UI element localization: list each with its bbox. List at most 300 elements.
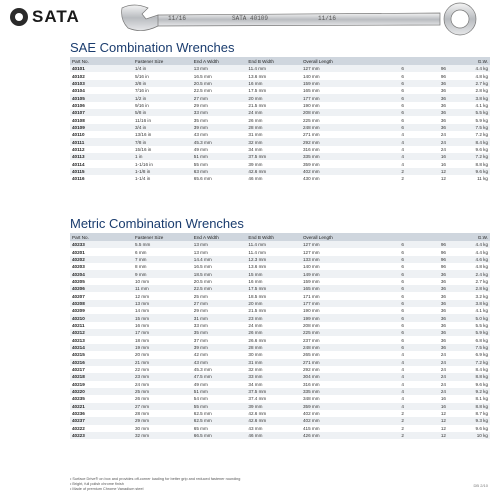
table-cell: 248 mm <box>301 124 368 131</box>
table-cell: 12 <box>440 176 446 182</box>
part-number-cell: 40102 <box>72 73 85 79</box>
table-cell: 12 <box>440 425 446 431</box>
part-number-cell: 40105 <box>70 94 133 101</box>
part-number-cell: 40219 <box>72 381 85 387</box>
table-cell: 26 mm <box>246 329 301 336</box>
table-cell: 9.6 kg <box>475 146 488 152</box>
table-row <box>70 395 490 402</box>
part-number-cell: 40223 <box>70 432 133 439</box>
table-cell: 24 <box>440 367 446 373</box>
table-row <box>70 168 490 175</box>
table-cell: 21.5 mm <box>248 308 267 314</box>
table-row <box>70 307 490 314</box>
table-cell: 22.5 mm <box>193 88 212 94</box>
table-cell: 2 <box>368 417 406 424</box>
table-row <box>70 314 490 321</box>
table-cell: 63 mm <box>192 168 247 175</box>
table-cell: 8.4 kg <box>448 138 490 145</box>
table-cell: 49 mm <box>193 146 208 152</box>
part-number-cell: 40115 <box>70 168 133 175</box>
table-cell: 18 mm <box>135 337 150 343</box>
table-cell: 11.4 mm <box>246 65 301 72</box>
part-number-cell: 40104 <box>72 88 85 94</box>
part-number-cell: 40116 <box>72 176 85 182</box>
table-row <box>70 80 490 87</box>
table-cell: 6 <box>401 102 404 108</box>
table-cell: 30 mm <box>135 425 150 431</box>
table-cell: 24 <box>406 138 448 145</box>
table-cell: 4 <box>401 367 404 373</box>
table-cell: 28 mm <box>246 344 301 351</box>
column-header: End A Width <box>192 57 247 65</box>
table-cell: 6 <box>401 278 404 284</box>
table-cell: 8.8 kg <box>448 403 490 410</box>
table-cell: 140 mm <box>302 264 320 270</box>
table-cell: 20.5 mm <box>193 278 212 284</box>
table-cell: 4.8 kg <box>475 73 488 79</box>
table-cell: 199 mm <box>301 314 368 321</box>
table-cell: 62.5 mm <box>192 417 247 424</box>
table-cell: 12 <box>440 411 446 417</box>
table-cell: 25 mm <box>133 388 192 395</box>
table-cell: 35 mm <box>193 117 208 123</box>
table-cell: 6.8 kg <box>475 337 488 343</box>
table-cell: 16.5 mm <box>193 264 212 270</box>
table-cell: 33 mm <box>246 373 301 380</box>
table-cell: 8.8 kg <box>475 161 488 167</box>
table-cell: 96 <box>406 65 448 72</box>
table-cell: 2 <box>401 411 404 417</box>
table-cell: 7.2 kg <box>475 132 488 138</box>
table-cell: 36 <box>406 109 448 116</box>
table-cell: 335 mm <box>301 153 368 160</box>
part-number-cell: 40233 <box>70 241 133 248</box>
table-cell: 5/8 in <box>133 109 192 116</box>
table-cell: 23 mm <box>133 373 192 380</box>
brand-name: SATA <box>32 7 80 26</box>
column-header <box>368 233 406 241</box>
table-cell: 426 mm <box>301 432 368 439</box>
table-row <box>70 322 490 329</box>
table-cell: 45.3 mm <box>192 138 247 145</box>
column-header: Fastener Size <box>133 233 192 241</box>
table-cell: 16.5 mm <box>193 73 212 79</box>
part-number-cell: 40235 <box>72 396 85 402</box>
table-cell: 16 mm <box>248 278 263 284</box>
table-cell: 127 mm <box>301 241 368 248</box>
table-cell: 6 <box>368 270 406 277</box>
table-cell: 22 mm <box>135 367 150 373</box>
column-header: Overall Length <box>301 57 368 65</box>
table-cell: 133 mm <box>301 256 368 263</box>
table-cell: 18.5 mm <box>192 270 247 277</box>
table-cell: 26 mm <box>248 117 263 123</box>
table-cell: 2.8 kg <box>475 88 488 94</box>
table-row <box>70 351 490 358</box>
table-cell: 430 mm <box>302 176 320 182</box>
wrench-size-label-2: 11/16 <box>318 15 337 22</box>
part-number-cell: 40109 <box>70 124 133 131</box>
table-cell: 11/16 in <box>135 117 152 123</box>
part-number-cell: 40237 <box>70 417 133 424</box>
metric-section-title: Metric Combination Wrenches <box>70 216 244 231</box>
table-cell: 4 <box>401 146 404 152</box>
table-row <box>70 278 490 285</box>
table-row <box>70 263 490 270</box>
table-cell: 45.3 mm <box>193 367 212 373</box>
table-cell: 7.2 kg <box>448 359 490 366</box>
table-cell: 11 kg <box>477 176 488 182</box>
table-cell: 13 mm <box>192 65 247 72</box>
table-cell: 4 <box>401 161 404 167</box>
table-cell: 149 mm <box>301 270 368 277</box>
table-cell: 37 mm <box>193 337 208 343</box>
table-cell: 13/16 in <box>135 132 152 138</box>
table-row <box>70 109 490 116</box>
table-cell: 165 mm <box>301 285 368 292</box>
table-cell: 36 <box>440 337 446 343</box>
part-number-cell: 40212 <box>70 329 133 336</box>
part-number-cell: 40107 <box>70 109 133 116</box>
table-cell: 51 mm <box>192 388 247 395</box>
table-cell: 208 mm <box>302 322 320 328</box>
table-cell: 2.8 kg <box>448 285 490 292</box>
table-cell: 292 mm <box>302 367 320 373</box>
table-cell: 14 mm <box>135 308 150 314</box>
table-cell: 359 mm <box>302 161 320 167</box>
table-cell: 24 <box>440 352 446 358</box>
table-cell: 348 mm <box>302 396 320 402</box>
table-cell: 24 <box>440 132 446 138</box>
table-cell: 4.4 kg <box>448 241 490 248</box>
table-cell: 36 <box>406 329 448 336</box>
table-row <box>70 87 490 94</box>
part-number-cell: 40218 <box>70 373 133 380</box>
table-cell: 7.5 kg <box>448 124 490 131</box>
table-cell: 4 <box>368 153 406 160</box>
table-cell: 37.4 mm <box>248 396 267 402</box>
table-row <box>70 425 490 432</box>
table-cell: 190 mm <box>302 102 320 108</box>
column-header: G.W. <box>448 233 490 241</box>
table-cell: 20 mm <box>246 300 301 307</box>
table-cell: 49 mm <box>193 381 208 387</box>
part-number-cell: 40114 <box>72 161 85 167</box>
table-cell: 24 <box>406 373 448 380</box>
table-cell: 2.7 kg <box>448 80 490 87</box>
table-cell: 159 mm <box>301 80 368 87</box>
table-row <box>70 248 490 255</box>
table-cell: 13 mm <box>193 249 208 255</box>
table-cell: 9.6 kg <box>475 381 488 387</box>
table-cell: 31 mm <box>192 314 247 321</box>
table-cell: 15/16 in <box>135 146 152 152</box>
part-number-cell: 40217 <box>72 367 85 373</box>
table-cell: 6 <box>401 117 404 123</box>
table-cell: 46 mm <box>246 432 301 439</box>
table-cell: 6 <box>368 241 406 248</box>
table-cell: 3.2 kg <box>475 293 488 299</box>
table-cell: 6 <box>401 249 404 255</box>
part-number-cell: 40206 <box>70 285 133 292</box>
table-cell: 62.5 mm <box>193 411 212 417</box>
table-cell: 23 mm <box>246 314 301 321</box>
part-number-cell: 40110 <box>72 132 85 138</box>
table-cell: 6 <box>368 94 406 101</box>
table-cell: 7 mm <box>133 256 192 263</box>
table-cell: 15 mm <box>246 270 301 277</box>
table-cell: 27 mm <box>192 94 247 101</box>
table-cell: 165 mm <box>302 88 320 94</box>
table-cell: 18.5 mm <box>248 293 267 299</box>
table-cell: 24 <box>440 146 446 152</box>
table-cell: 8 mm <box>135 264 147 270</box>
table-cell: 42 mm <box>193 352 208 358</box>
table-cell: 9.2 kg <box>448 388 490 395</box>
table-cell: 42.6 mm <box>248 411 267 417</box>
table-cell: 17.5 mm <box>248 88 267 94</box>
table-cell: 47.5 mm <box>192 373 247 380</box>
table-cell: 24 mm <box>248 322 263 328</box>
table-cell: 10 kg <box>448 432 490 439</box>
table-cell: 3/8 in <box>133 80 192 87</box>
table-cell: 26 mm <box>135 396 150 402</box>
table-cell: 6 <box>368 80 406 87</box>
table-cell: 4.1 kg <box>475 102 488 108</box>
table-cell: 33 mm <box>192 109 247 116</box>
table-cell: 4 <box>401 132 404 138</box>
table-cell: 1/2 in <box>133 94 192 101</box>
table-cell: 11.4 mm <box>246 241 301 248</box>
table-cell: 127 mm <box>301 65 368 72</box>
table-cell: 304 mm <box>301 373 368 380</box>
table-cell: 36 <box>406 344 448 351</box>
table-cell: 22.5 mm <box>192 285 247 292</box>
table-cell: 36 <box>406 285 448 292</box>
table-row <box>70 124 490 131</box>
table-cell: 6 <box>368 314 406 321</box>
table-cell: 2 <box>368 432 406 439</box>
table-cell: 16 mm <box>135 322 150 328</box>
table-cell: 17.5 mm <box>246 285 301 292</box>
table-cell: 36 <box>440 117 446 123</box>
table-cell: 32 mm <box>246 138 301 145</box>
metric-header-row <box>70 233 490 241</box>
table-cell: 14.4 mm <box>192 256 247 263</box>
table-cell: 15 mm <box>133 314 192 321</box>
table-cell: 43 mm <box>192 359 247 366</box>
table-cell: 12 <box>406 417 448 424</box>
table-cell: 12 <box>406 432 448 439</box>
table-row <box>70 94 490 101</box>
table-cell: 37.5 mm <box>246 388 301 395</box>
table-cell: 2 <box>368 168 406 175</box>
table-cell: 19 mm <box>133 344 192 351</box>
table-cell: 6 <box>401 322 404 328</box>
table-cell: 177 mm <box>301 300 368 307</box>
part-number-cell: 40113 <box>70 153 133 160</box>
part-number-cell: 40205 <box>72 278 85 284</box>
table-row <box>70 292 490 299</box>
table-cell: 29 mm <box>133 417 192 424</box>
table-cell: 43 mm <box>193 132 208 138</box>
table-cell: 12 <box>406 168 448 175</box>
sae-table <box>70 57 490 183</box>
table-cell: 54 mm <box>193 396 208 402</box>
table-cell: 6 <box>368 256 406 263</box>
column-header <box>406 233 448 241</box>
column-header: End A Width <box>192 233 247 241</box>
table-cell: 13.6 mm <box>248 73 267 79</box>
doc-code: DB 2/10 <box>473 483 488 488</box>
table-cell: 30 mm <box>248 352 263 358</box>
table-cell: 16 <box>406 153 448 160</box>
part-number-cell: 40208 <box>70 300 133 307</box>
table-cell: 4 <box>401 381 404 387</box>
part-number-cell: 40221 <box>70 403 133 410</box>
table-row <box>70 336 490 343</box>
table-cell: 13 mm <box>192 241 247 248</box>
table-row <box>70 160 490 167</box>
table-cell: 20 mm <box>246 94 301 101</box>
table-cell: 2 <box>401 425 404 431</box>
table-cell: 36 <box>406 314 448 321</box>
part-number-cell: 40215 <box>72 352 85 358</box>
column-header: Part No. <box>70 57 133 65</box>
part-number-cell: 40210 <box>70 314 133 321</box>
metric-table <box>70 233 490 439</box>
table-cell: 36 <box>406 124 448 131</box>
table-row <box>70 270 490 277</box>
table-row <box>70 366 490 373</box>
table-cell: 6.9 kg <box>475 352 488 358</box>
table-row <box>70 300 490 307</box>
table-cell: 9.6 kg <box>448 168 490 175</box>
table-cell: 20 mm <box>135 352 150 358</box>
table-cell: 36 <box>406 300 448 307</box>
table-cell: 2 <box>401 176 404 182</box>
table-cell: 33 mm <box>193 322 208 328</box>
table-cell: 16 <box>440 161 446 167</box>
table-row <box>70 432 490 439</box>
table-cell: 65.6 mm <box>193 176 212 182</box>
table-cell: 36 <box>440 278 446 284</box>
table-cell: 402 mm <box>302 411 320 417</box>
table-cell: 4 <box>368 138 406 145</box>
table-cell: 7.2 kg <box>448 153 490 160</box>
table-row <box>70 381 490 388</box>
table-cell: 42.6 mm <box>246 417 301 424</box>
part-number-cell: 40203 <box>72 264 85 270</box>
table-cell: 39 mm <box>246 403 301 410</box>
table-cell: 6 <box>401 264 404 270</box>
part-number-cell: 40236 <box>72 411 85 417</box>
table-cell: 36 <box>440 102 446 108</box>
table-cell: 34 mm <box>248 381 263 387</box>
table-cell: 402 mm <box>301 168 368 175</box>
table-row <box>70 138 490 145</box>
table-row <box>70 373 490 380</box>
table-cell: 28 mm <box>246 124 301 131</box>
table-cell: 171 mm <box>302 293 320 299</box>
table-row <box>70 65 490 72</box>
table-row <box>70 285 490 292</box>
table-cell: 21.5 mm <box>248 102 267 108</box>
table-cell: 24 <box>440 381 446 387</box>
table-cell: 2.7 kg <box>475 278 488 284</box>
table-cell: 39 mm <box>192 344 247 351</box>
table-cell: 359 mm <box>301 403 368 410</box>
table-cell: 3.8 kg <box>448 300 490 307</box>
note-item: • Surface Drive® on box and provides off-corner loading for better grip and reduced fastener rounding <box>70 477 240 482</box>
part-number-cell: 40204 <box>70 270 133 277</box>
table-cell: 3.8 kg <box>448 94 490 101</box>
part-number-cell: 40108 <box>72 117 85 123</box>
part-number-cell: 40112 <box>72 146 85 152</box>
table-cell: 1-1/8 in <box>133 168 192 175</box>
table-cell: 335 mm <box>301 388 368 395</box>
table-cell: 4 <box>368 403 406 410</box>
table-row <box>70 72 490 79</box>
table-cell: 13 mm <box>133 300 192 307</box>
table-cell: 6 <box>401 337 404 343</box>
table-cell: 5.5 mm <box>133 241 192 248</box>
sata-logo <box>10 6 105 28</box>
table-cell: 6 <box>368 329 406 336</box>
part-number-cell: 40211 <box>72 322 85 328</box>
table-cell: 1/4 in <box>133 65 192 72</box>
table-row <box>70 116 490 123</box>
table-cell: 5.5 kg <box>448 109 490 116</box>
table-cell: 31 mm <box>246 359 301 366</box>
part-number-cell: 40220 <box>70 388 133 395</box>
table-cell: 36 <box>440 88 446 94</box>
part-number-cell: 40207 <box>72 293 85 299</box>
table-cell: 9 mm <box>133 270 192 277</box>
table-cell: 6 <box>368 344 406 351</box>
feature-notes <box>70 477 240 492</box>
table-cell: 36 <box>406 270 448 277</box>
table-cell: 51 mm <box>192 153 247 160</box>
part-number-cell: 40214 <box>70 344 133 351</box>
table-cell: 17 mm <box>133 329 192 336</box>
table-cell: 6 <box>401 88 404 94</box>
column-header: End B Width <box>246 233 301 241</box>
table-cell: 5.9 kg <box>448 329 490 336</box>
table-cell: 16 <box>440 396 446 402</box>
table-cell: 9.6 kg <box>475 425 488 431</box>
table-cell: 6 <box>401 73 404 79</box>
table-cell: 271 mm <box>302 132 320 138</box>
table-cell: 271 mm <box>301 359 368 366</box>
table-cell: 6 <box>368 285 406 292</box>
table-cell: 24 mm <box>246 109 301 116</box>
table-cell: 24 mm <box>135 381 150 387</box>
table-cell: 5.0 kg <box>448 314 490 321</box>
part-number-cell: 40213 <box>72 337 85 343</box>
table-cell: 27 mm <box>192 300 247 307</box>
table-cell: 7/8 in <box>133 138 192 145</box>
table-row <box>70 403 490 410</box>
table-cell: 4.1 kg <box>475 308 488 314</box>
column-header: Overall Length <box>301 233 368 241</box>
table-row <box>70 417 490 424</box>
table-row <box>70 388 490 395</box>
column-header: Part No. <box>70 233 133 241</box>
table-cell: 9/16 in <box>135 102 149 108</box>
sae-header-row <box>70 57 490 65</box>
table-cell: 46 mm <box>248 176 263 182</box>
